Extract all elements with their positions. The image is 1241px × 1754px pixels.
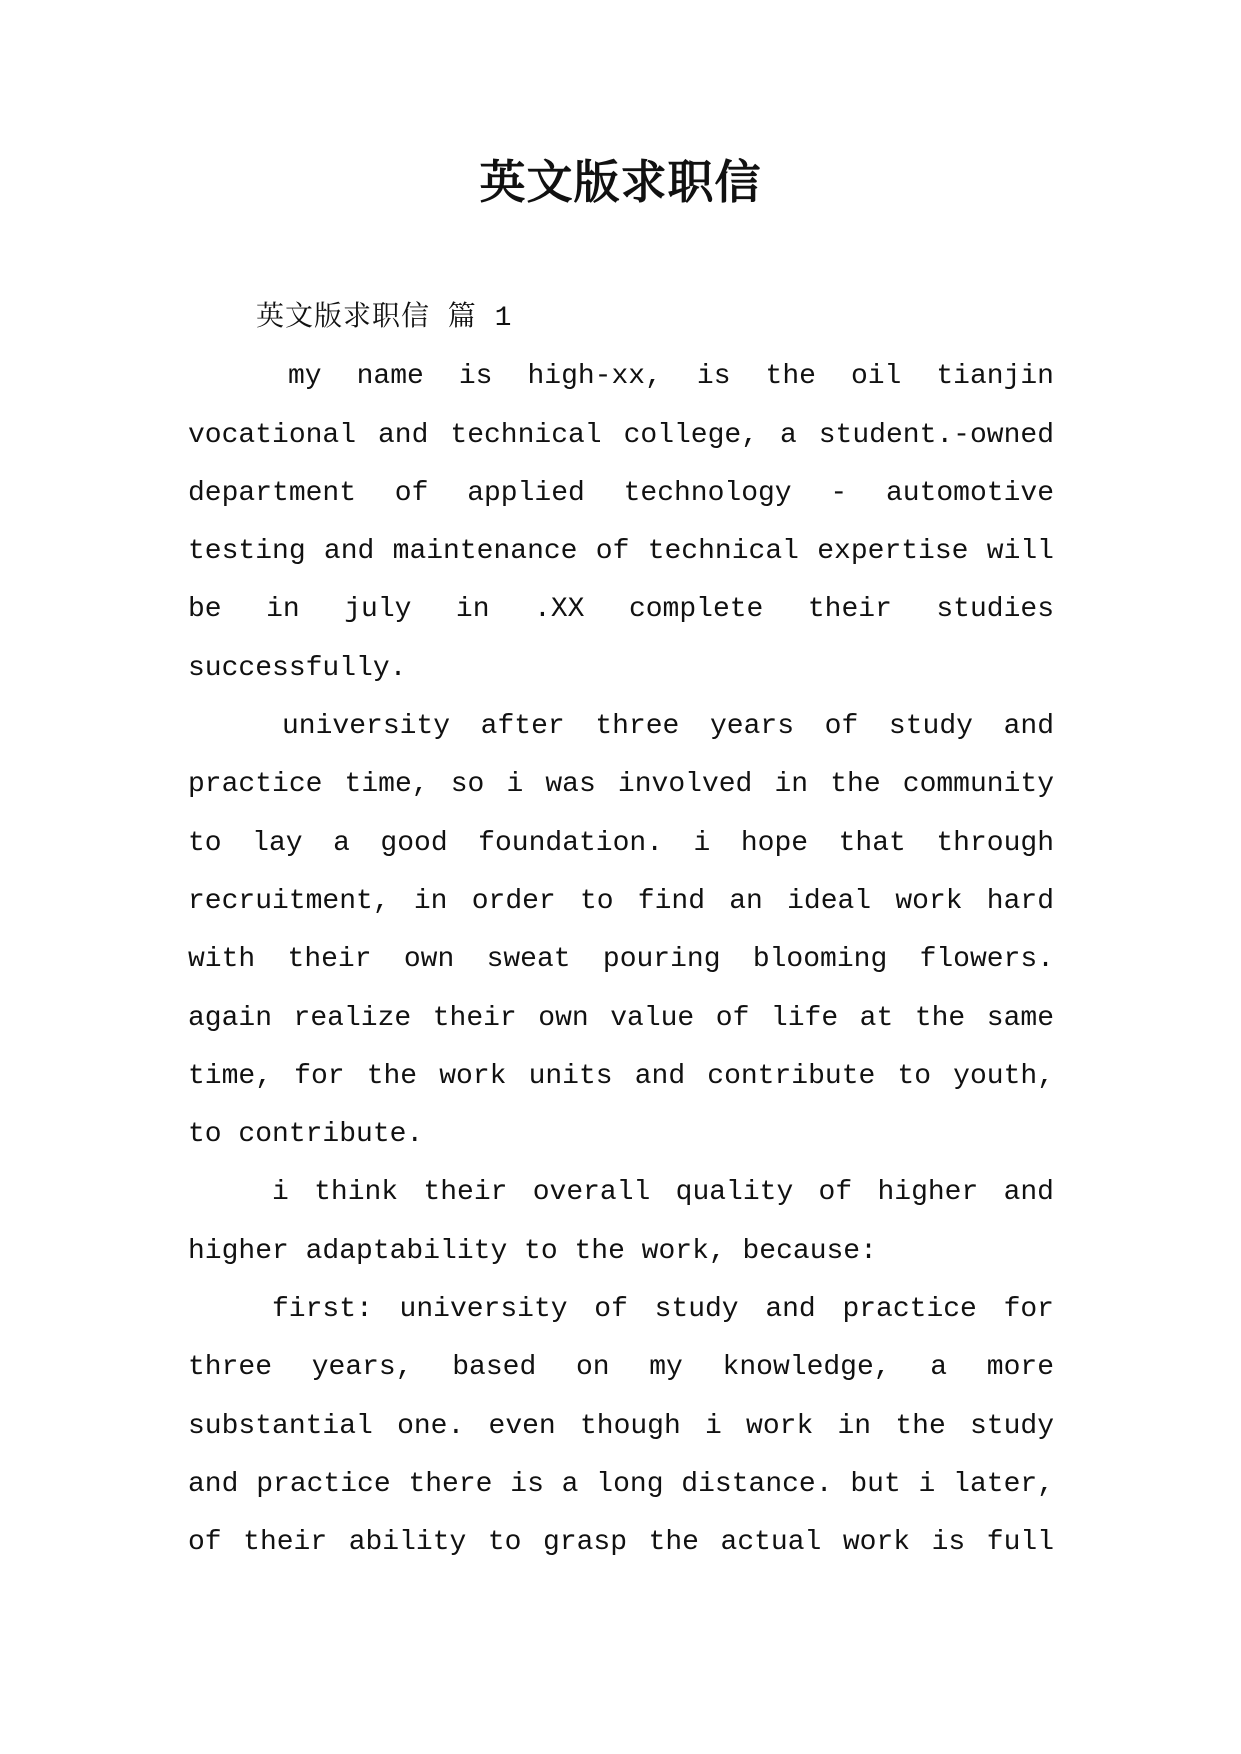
paragraph-line: testing and maintenance of technical expertise will <box>188 536 1054 568</box>
paragraph-line: my name is high-xx, is the oil tianjin <box>288 361 1054 393</box>
paragraph-line: again realize their own value of life at the same <box>188 1002 1054 1034</box>
document-title: 英文版求职信 <box>479 155 762 209</box>
paragraph-line: and practice there is a long distance. but i later, <box>188 1468 1054 1500</box>
document-body <box>188 290 1054 1573</box>
paragraph-line: i think their overall quality of higher and <box>272 1177 1054 1209</box>
section-heading: 英文版求职信 篇 1 <box>256 303 513 334</box>
paragraph-line: be in july in .XX complete their studies <box>188 594 1054 626</box>
paragraph-line: vocational and technical college, a student.-owned <box>188 419 1054 451</box>
paragraph-2 <box>188 698 1054 1164</box>
paragraph-line: successfully. <box>188 652 407 684</box>
paragraph-line: substantial one. even though i work in the study <box>188 1410 1054 1442</box>
paragraph-line: three years, based on my knowledge, a more <box>188 1352 1054 1384</box>
paragraph-line: practice time, so i was involved in the community <box>188 769 1054 801</box>
paragraph-line: higher adaptability to the work, because: <box>188 1235 877 1267</box>
paragraph-3 <box>188 1164 1054 1281</box>
paragraph-line: to lay a good foundation. i hope that through <box>188 827 1054 859</box>
paragraph-line: recruitment, in order to find an ideal work hard <box>188 885 1054 917</box>
paragraph-line: first: university of study and practice for <box>272 1294 1054 1326</box>
paragraph-line: of their ability to grasp the actual work is full <box>188 1527 1054 1559</box>
paragraph-line: to contribute. <box>188 1119 424 1151</box>
paragraph-line: university after three years of study and <box>282 711 1054 743</box>
paragraph-1 <box>188 348 1054 698</box>
paragraph-4 <box>188 1281 1054 1572</box>
paragraph-line: department of applied technology - automotive <box>188 477 1054 509</box>
paragraph-line: time, for the work units and contribute to youth, <box>188 1060 1054 1092</box>
paragraph-line: with their own sweat pouring blooming flowers. <box>188 944 1054 976</box>
